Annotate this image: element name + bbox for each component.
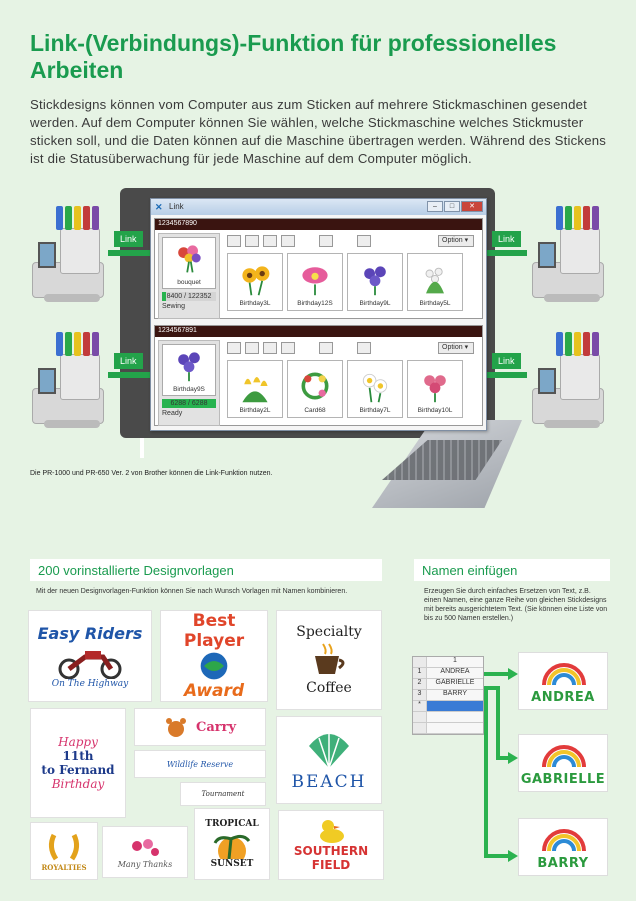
- link-app-icon: ✕: [155, 202, 163, 212]
- queue-item-name: Birthday10L: [417, 407, 453, 414]
- queue-item[interactable]: [347, 360, 403, 418]
- table-row[interactable]: 1 ANDREA: [413, 668, 483, 679]
- rainbow-icon: [539, 657, 589, 687]
- queue-item-name: Birthday7L: [359, 407, 391, 414]
- table-row-new[interactable]: *: [413, 701, 483, 712]
- current-design-name: bouquet: [177, 279, 201, 286]
- design-many-thanks: Many Thanks: [102, 826, 188, 878]
- lily-icon: [417, 261, 453, 297]
- design-queue: [227, 360, 463, 418]
- toolbar: [227, 235, 371, 247]
- window-title: Link: [169, 202, 184, 211]
- seahorse-icon: [44, 831, 84, 863]
- toolbar: [227, 342, 371, 354]
- tulip-icon: [237, 368, 273, 404]
- sunflower-icon: [237, 261, 273, 297]
- palm-sunset-icon: [209, 829, 255, 859]
- globe-player-icon: [194, 651, 234, 681]
- stitch-count: 6288 / 6288: [170, 400, 208, 407]
- queue-item-name: Card68: [304, 407, 326, 414]
- progress-fill: [162, 292, 166, 301]
- edit-icon[interactable]: [319, 235, 333, 247]
- link-label: Link: [492, 231, 521, 247]
- machine-id: 1234567890: [155, 219, 482, 230]
- arrow-head-icon: [508, 850, 518, 862]
- link-bar: [487, 372, 527, 378]
- edit-icon[interactable]: [319, 342, 333, 354]
- arrow-line: [484, 686, 488, 856]
- delete-icon[interactable]: [357, 235, 371, 247]
- arrow-line: [484, 854, 510, 858]
- arrow-line: [496, 686, 500, 758]
- move-up-icon[interactable]: [245, 235, 259, 247]
- rainbow-design: [518, 818, 608, 876]
- rainbow-name: ANDREA: [531, 690, 595, 705]
- link-bar: [108, 372, 150, 378]
- queue-item-name: Birthday5L: [419, 300, 451, 307]
- queue-item-name: Birthday12S: [297, 300, 333, 307]
- window-titlebar: [151, 199, 486, 215]
- motorcycle-icon: [55, 643, 125, 679]
- design-southern-field: SOUTHERN FIELD: [278, 810, 384, 880]
- design-carry: Carry: [134, 708, 266, 746]
- queue-item[interactable]: [227, 253, 283, 311]
- violet-icon: [357, 261, 393, 297]
- names-heading: Namen einfügen: [414, 559, 610, 581]
- rose-wreath-icon: [297, 368, 333, 404]
- design-queue: [227, 253, 463, 311]
- arrow-head-icon: [508, 668, 518, 680]
- bouquet-icon: [171, 240, 207, 276]
- link-label: Link: [114, 353, 143, 369]
- rainbow-icon: [539, 823, 589, 853]
- pink-flower-icon: [417, 368, 453, 404]
- move-bottom-icon[interactable]: [281, 342, 295, 354]
- queue-item[interactable]: [347, 253, 403, 311]
- embroidery-machine: [26, 326, 110, 430]
- design-happy-birthday: Happy 11th to Fernand Birthday: [30, 708, 126, 818]
- delete-icon[interactable]: [357, 342, 371, 354]
- queue-item-name: Birthday3L: [239, 300, 271, 307]
- embroidery-machine: [526, 200, 610, 304]
- link-label: Link: [492, 353, 521, 369]
- queue-item[interactable]: [227, 360, 283, 418]
- move-top-icon[interactable]: [227, 235, 241, 247]
- design-royalties: ROYALTIES: [30, 822, 98, 880]
- close-icon[interactable]: ✕: [461, 201, 483, 212]
- stitch-count: 8400 / 122352: [166, 293, 212, 300]
- machine-status: Ready: [162, 410, 183, 417]
- current-design: [158, 340, 220, 426]
- table-header-row: 1: [413, 657, 483, 668]
- orchid-icon: [297, 261, 333, 297]
- seashell-icon: [305, 728, 353, 772]
- machine-panel: [154, 218, 483, 319]
- queue-item[interactable]: [287, 360, 343, 418]
- rainbow-icon: [539, 739, 589, 769]
- rainbow-design: [518, 734, 608, 792]
- machine-panel: [154, 325, 483, 426]
- queue-item[interactable]: [407, 360, 463, 418]
- names-text: Erzeugen Sie durch einfaches Ersetzen von Text, z.B. einen Namen, eine ganze Reihe von gleichen Stickdesigns mit bereits ausgerichtetem Text. (Sie können eine Liste von bis zu 500 Namen erstellen.): [424, 588, 608, 622]
- link-label: Link: [114, 231, 143, 247]
- embroidery-machine: [26, 200, 110, 304]
- rainbow-design: [518, 652, 608, 710]
- duck-icon: [316, 818, 346, 844]
- stitch-progress: [162, 399, 216, 408]
- rainbow-name: BARRY: [537, 856, 589, 871]
- footnote: Die PR-1000 und PR-650 Ver. 2 von Brother können die Link-Funktion nutzen.: [30, 470, 273, 477]
- minimize-icon[interactable]: –: [427, 201, 443, 212]
- current-design: [158, 233, 220, 319]
- design-tropical-sunset: TROPICAL SUNSET: [194, 808, 270, 880]
- embroidery-machine: [526, 326, 610, 430]
- link-bar: [487, 250, 527, 256]
- option-dropdown[interactable]: Option ▾: [438, 235, 474, 247]
- move-down-icon[interactable]: [263, 342, 277, 354]
- queue-item-name: Birthday9L: [359, 300, 391, 307]
- link-bar: [108, 250, 150, 256]
- move-bottom-icon[interactable]: [281, 235, 295, 247]
- machine-id: 1234567891: [155, 326, 482, 337]
- design-tournament: Tournament: [180, 782, 266, 806]
- teddy-bear-icon: [164, 715, 188, 739]
- arrow-head-icon: [508, 752, 518, 764]
- queue-item[interactable]: [407, 253, 463, 311]
- daisy-icon: [357, 368, 393, 404]
- table-row[interactable]: 2 GABRIELLE: [413, 679, 483, 690]
- design-easy-riders: Easy Riders On The Highway: [28, 610, 152, 702]
- queue-item[interactable]: [287, 253, 343, 311]
- move-up-icon[interactable]: [245, 342, 259, 354]
- design-specialty-coffee: Specialty Coffee: [276, 610, 382, 710]
- page-title: Link-(Verbindungs)-Funktion für professionelles Arbeiten: [30, 30, 557, 83]
- templates-text: Mit der neuen Designvorlagen-Funktion können Sie nach Wunsch Vorlagen mit Namen kombinieren.: [36, 588, 348, 595]
- flowers-icon: [128, 836, 162, 860]
- maximize-icon[interactable]: □: [444, 201, 460, 212]
- option-dropdown[interactable]: Option ▾: [438, 342, 474, 354]
- link-window: [150, 198, 487, 431]
- queue-item-name: Birthday2L: [239, 407, 271, 414]
- intro-paragraph: Stickdesigns können vom Computer aus zum Sticken auf mehrere Stickmaschinen gesendet werden. Auf dem Computer können Sie wählen, welche Stickmaschine welches Stickmuster sticken soll, und die Daten können auf die Maschine übertragen werden. Während des Stickens ist die Statusüberwachung für jede Maschine auf dem Computer möglich.: [30, 97, 607, 166]
- coffee-cup-icon: [307, 640, 351, 680]
- table-row[interactable]: 3 BARRY: [413, 690, 483, 701]
- move-top-icon[interactable]: [227, 342, 241, 354]
- arrow-line: [484, 672, 510, 676]
- design-best-player: Best Player Award: [160, 610, 268, 702]
- name-table: [412, 656, 484, 735]
- current-design-name: Birthday9S: [173, 386, 205, 393]
- templates-heading: 200 vorinstallierte Designvorlagen: [30, 559, 382, 581]
- design-beach: BEACH: [276, 716, 382, 804]
- stitch-progress: [162, 292, 216, 301]
- rainbow-name: GABRIELLE: [520, 772, 606, 787]
- design-wildlife-reserve: Wildlife Reserve: [134, 750, 266, 778]
- violet-icon: [171, 347, 207, 383]
- machine-status: Sewing: [162, 303, 185, 310]
- move-down-icon[interactable]: [263, 235, 277, 247]
